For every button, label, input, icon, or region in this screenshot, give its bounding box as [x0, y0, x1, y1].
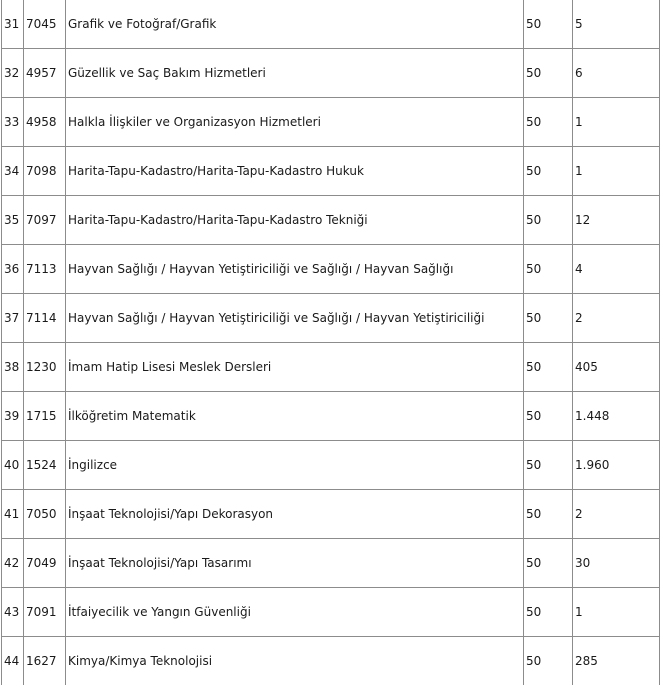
count-cell: 2 [573, 294, 660, 343]
field-name-cell: İmam Hatip Lisesi Meslek Dersleri [66, 343, 524, 392]
code-cell: 4958 [24, 98, 66, 147]
count-cell: 6 [573, 49, 660, 98]
count-cell: 30 [573, 539, 660, 588]
code-cell: 7050 [24, 490, 66, 539]
count-cell: 1 [573, 147, 660, 196]
min-score-cell: 50 [524, 147, 573, 196]
table-body [2, 0, 660, 685]
table-row [2, 392, 660, 441]
table-row [2, 196, 660, 245]
field-name-cell: Grafik ve Fotoğraf/Grafik [66, 0, 524, 49]
code-cell: 7113 [24, 245, 66, 294]
min-score-cell: 50 [524, 0, 573, 49]
table-row [2, 343, 660, 392]
min-score-cell: 50 [524, 539, 573, 588]
field-name-cell: İnşaat Teknolojisi/Yapı Tasarımı [66, 539, 524, 588]
row-number-cell: 42 [2, 539, 24, 588]
min-score-cell: 50 [524, 392, 573, 441]
data-table [1, 0, 660, 685]
code-cell: 7097 [24, 196, 66, 245]
table-row [2, 294, 660, 343]
table-row [2, 98, 660, 147]
row-number-cell: 31 [2, 0, 24, 49]
count-cell: 1.960 [573, 441, 660, 490]
min-score-cell: 50 [524, 245, 573, 294]
field-name-cell: İlköğretim Matematik [66, 392, 524, 441]
count-cell: 2 [573, 490, 660, 539]
code-cell: 1715 [24, 392, 66, 441]
table-row [2, 49, 660, 98]
table-row [2, 637, 660, 686]
row-number-cell: 36 [2, 245, 24, 294]
min-score-cell: 50 [524, 343, 573, 392]
row-number-cell: 32 [2, 49, 24, 98]
code-cell: 4957 [24, 49, 66, 98]
table-row [2, 588, 660, 637]
min-score-cell: 50 [524, 49, 573, 98]
row-number-cell: 35 [2, 196, 24, 245]
count-cell: 285 [573, 637, 660, 686]
code-cell: 1524 [24, 441, 66, 490]
field-name-cell: Kimya/Kimya Teknolojisi [66, 637, 524, 686]
count-cell: 405 [573, 343, 660, 392]
min-score-cell: 50 [524, 588, 573, 637]
code-cell: 1230 [24, 343, 66, 392]
table-row [2, 245, 660, 294]
field-name-cell: İngilizce [66, 441, 524, 490]
min-score-cell: 50 [524, 196, 573, 245]
row-number-cell: 38 [2, 343, 24, 392]
field-name-cell: Harita-Tapu-Kadastro/Harita-Tapu-Kadastro Hukuk [66, 147, 524, 196]
count-cell: 1.448 [573, 392, 660, 441]
code-cell: 7049 [24, 539, 66, 588]
count-cell: 1 [573, 98, 660, 147]
table-row [2, 539, 660, 588]
min-score-cell: 50 [524, 490, 573, 539]
min-score-cell: 50 [524, 441, 573, 490]
code-cell: 7091 [24, 588, 66, 637]
row-number-cell: 40 [2, 441, 24, 490]
table-row [2, 147, 660, 196]
row-number-cell: 34 [2, 147, 24, 196]
code-cell: 7098 [24, 147, 66, 196]
table-row [2, 0, 660, 49]
count-cell: 12 [573, 196, 660, 245]
count-cell: 4 [573, 245, 660, 294]
field-name-cell: Hayvan Sağlığı / Hayvan Yetiştiriciliği ve Sağlığı / Hayvan Sağlığı [66, 245, 524, 294]
row-number-cell: 37 [2, 294, 24, 343]
field-name-cell: Halkla İlişkiler ve Organizasyon Hizmetleri [66, 98, 524, 147]
code-cell: 7114 [24, 294, 66, 343]
min-score-cell: 50 [524, 294, 573, 343]
count-cell: 5 [573, 0, 660, 49]
field-name-cell: Harita-Tapu-Kadastro/Harita-Tapu-Kadastro Tekniği [66, 196, 524, 245]
min-score-cell: 50 [524, 637, 573, 686]
table-row [2, 490, 660, 539]
row-number-cell: 33 [2, 98, 24, 147]
min-score-cell: 50 [524, 98, 573, 147]
field-name-cell: İtfaiyecilik ve Yangın Güvenliği [66, 588, 524, 637]
table-row [2, 441, 660, 490]
field-name-cell: Güzellik ve Saç Bakım Hizmetleri [66, 49, 524, 98]
row-number-cell: 43 [2, 588, 24, 637]
code-cell: 1627 [24, 637, 66, 686]
code-cell: 7045 [24, 0, 66, 49]
field-name-cell: Hayvan Sağlığı / Hayvan Yetiştiriciliği ve Sağlığı / Hayvan Yetiştiriciliği [66, 294, 524, 343]
row-number-cell: 44 [2, 637, 24, 686]
field-name-cell: İnşaat Teknolojisi/Yapı Dekorasyon [66, 490, 524, 539]
row-number-cell: 41 [2, 490, 24, 539]
row-number-cell: 39 [2, 392, 24, 441]
count-cell: 1 [573, 588, 660, 637]
